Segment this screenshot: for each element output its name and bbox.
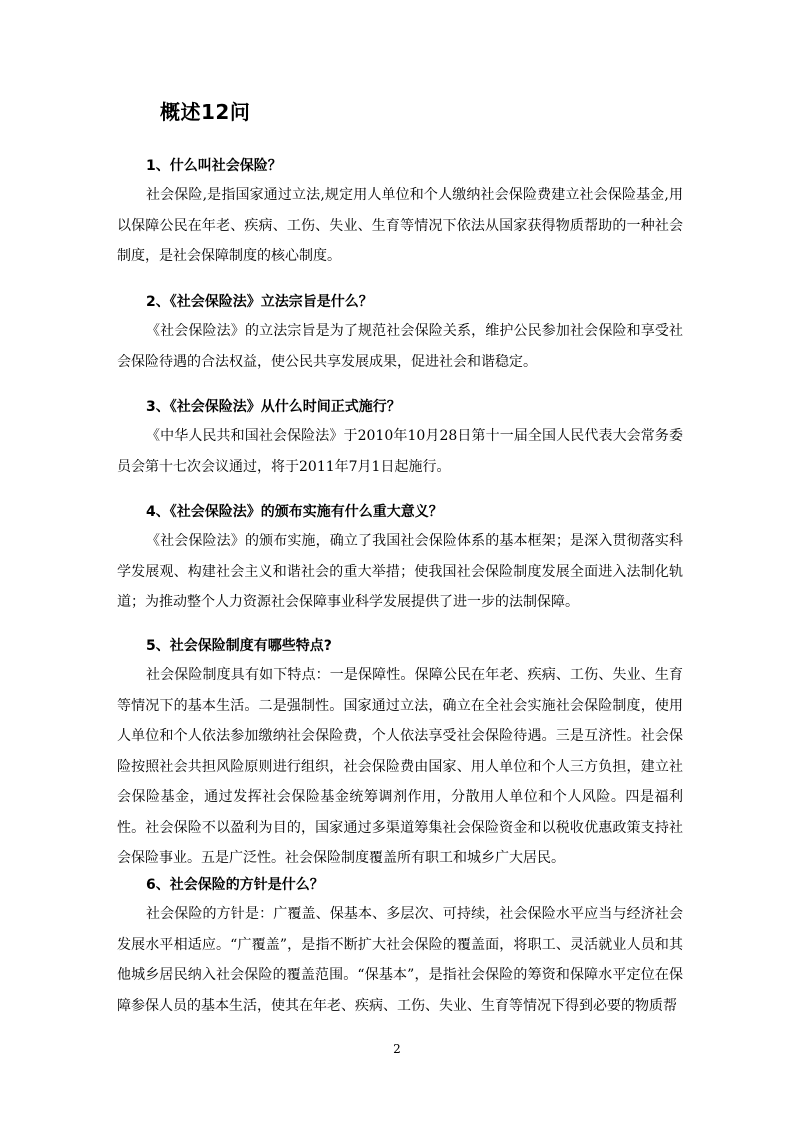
qa-section — [117, 290, 683, 377]
qa-section — [117, 154, 683, 272]
answer-paragraph: 《社会保险法》的颁布实施，确立了我国社会保险体系的基本框架；是深入贯彻落实科学发展观、构建社会主义和谐社会的重大举措；使我国社会保险制度发展全面进入法制化轨道；为推动整个人力资源社会保障事业科学发展提供了进一步的法制保障。 — [117, 533, 683, 610]
page-number: 2 — [393, 1042, 401, 1056]
qa-section — [117, 634, 683, 874]
question-heading: 3、《社会保险法》从什么时间正式施行？ — [146, 399, 401, 415]
question-heading: 1、什么叫社会保险？ — [146, 158, 282, 174]
qa-section — [117, 500, 683, 618]
answer-paragraph: 社会保险制度具有如下特点：一是保障性。保障公民在年老、疾病、工伤、失业、生育等情况下的基本生活。二是强制性。国家通过立法，确立在全社会实施社会保险制度，使用人单位和个人依法参加缴纳社会保险费，个人依法享受社会保险待遇。三是互济性。社会保险按照社会共担风险原则进行组织，社会保险费由国家、用人单位和个人三方负担，建立社会保险基金，通过发挥社会保险基金统筹调剂作用，分散用人单位和个人风险。四是福利性。社会保险不以盈利为目的，国家通过多渠道筹集社会保险资金和以税收优惠政策支持社会保险事业。五是广泛性。社会保险制度覆盖所有职工和城乡广大居民。 — [117, 667, 683, 866]
answer-paragraph: 社会保险,是指国家通过立法,规定用人单位和个人缴纳社会保险费建立社会保险基金,用以保障公民在年老、疾病、工伤、失业、生育等情况下依法从国家获得物质帮助的一种社会制度，是社会保障制度的核心制度。 — [117, 187, 683, 264]
answer-paragraph: 《社会保险法》的立法宗旨是为了规范社会保险关系，维护公民参加社会保险和享受社会保险待遇的合法权益，使公民共享发展成果，促进社会和谐稳定。 — [117, 323, 683, 370]
qa-section — [117, 395, 683, 482]
qa-section — [117, 873, 683, 1021]
question-heading: 5、社会保险制度有哪些特点? — [146, 638, 332, 654]
answer-paragraph: 社会保险的方针是：广覆盖、保基本、多层次、可持续，社会保险水平应当与经济社会发展水平相适应。“广覆盖”，是指不断扩大社会保险的覆盖面，将职工、灵活就业人员和其他城乡居民纳入社会保险的覆盖范围。“保基本”，是指社会保险的筹资和保障水平定位在保障参保人员的基本生活，使其在年老、疾病、工伤、失业、生育等情况下得到必要的物质帮 — [117, 906, 683, 1014]
question-heading: 4、《社会保险法》的颁布实施有什么重大意义？ — [146, 504, 443, 520]
question-heading: 6、社会保险的方针是什么？ — [146, 877, 324, 893]
answer-paragraph: 《中华人民共和国社会保险法》于2010年10月28日第十一届全国人民代表大会常务委员会第十七次会议通过，将于2011年7月1日起施行。 — [117, 428, 683, 475]
document-title: 概述12问 — [160, 100, 251, 124]
question-heading: 2、《社会保险法》立法宗旨是什么？ — [146, 294, 373, 310]
